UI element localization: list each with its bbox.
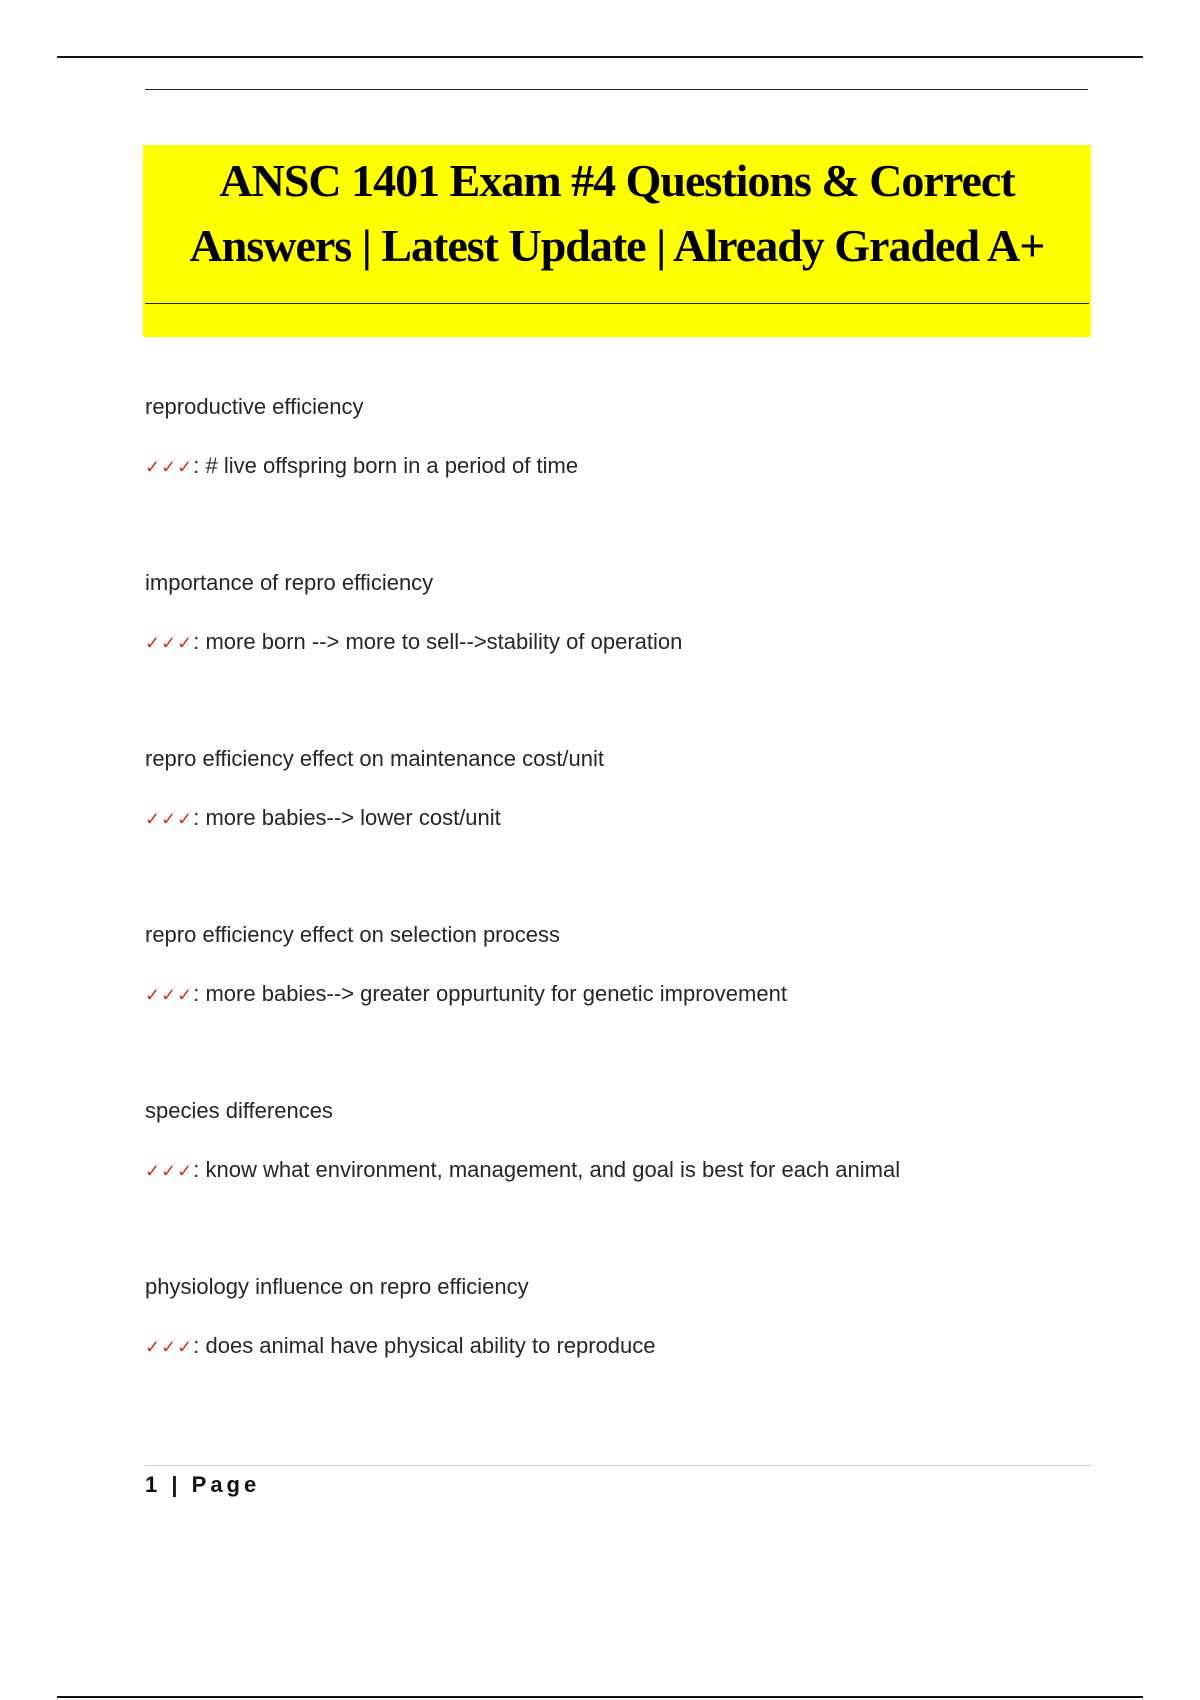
title-line-1: ANSC 1401 Exam #4 Questions & Correct (219, 155, 1015, 206)
checkmarks-icon: ✓✓✓ (145, 809, 194, 830)
checkmarks-icon: ✓✓✓ (145, 633, 194, 654)
answer-separator: : (193, 1333, 206, 1358)
page-word: Page (191, 1472, 261, 1497)
answer-line (145, 1157, 1095, 1185)
page-number-label (145, 1472, 260, 1498)
qa-item (145, 570, 1095, 657)
page-separator: | (161, 1472, 192, 1497)
question-text: importance of repro efficiency (145, 570, 434, 595)
qa-item (145, 1098, 1095, 1185)
answer-text: more babies--> lower cost/unit (205, 805, 501, 830)
checkmarks-icon: ✓✓✓ (145, 1161, 194, 1182)
answer-text: does animal have physical ability to reproduce (205, 1333, 656, 1358)
checkmarks-icon: ✓✓✓ (145, 985, 194, 1006)
answer-separator: : (193, 453, 206, 478)
answer-text: # live offspring born in a period of time (205, 453, 579, 478)
qa-item (145, 394, 1095, 481)
question-text: physiology influence on repro efficiency (145, 1274, 529, 1299)
title-highlight-box (143, 145, 1091, 337)
document-title (143, 148, 1091, 278)
page-number: 1 (145, 1472, 162, 1497)
checkmarks-icon: ✓✓✓ (145, 457, 194, 478)
answer-separator: : (193, 805, 206, 830)
answer-line (145, 453, 1095, 481)
answer-text: more babies--> greater oppurtunity for genetic improvement (205, 981, 787, 1006)
question-text: reproductive efficiency (145, 394, 364, 419)
footer-rule (145, 1465, 1091, 1466)
checkmarks-icon: ✓✓✓ (145, 1337, 194, 1358)
answer-text: more born --> more to sell-->stability of operation (205, 629, 683, 654)
page-bottom-rule (57, 1696, 1143, 1698)
qa-item (145, 746, 1095, 833)
answer-line (145, 805, 1095, 833)
question-text: repro efficiency effect on selection process (145, 922, 560, 947)
page-top-rule (57, 56, 1143, 58)
title-underline (145, 303, 1089, 304)
answer-line (145, 629, 1095, 657)
answer-text: know what environment, management, and goal is best for each animal (205, 1157, 901, 1182)
header-rule (145, 89, 1088, 90)
question-text: species differences (145, 1098, 333, 1123)
answer-separator: : (193, 629, 206, 654)
qa-item (145, 922, 1095, 1009)
title-line-2: Answers | Latest Update | Already Graded A+ (189, 220, 1045, 271)
answer-separator: : (193, 981, 206, 1006)
answer-separator: : (193, 1157, 206, 1182)
qa-item (145, 1274, 1095, 1361)
question-text: repro efficiency effect on maintenance cost/unit (145, 746, 605, 771)
answer-line (145, 981, 1095, 1009)
answer-line (145, 1333, 1095, 1361)
